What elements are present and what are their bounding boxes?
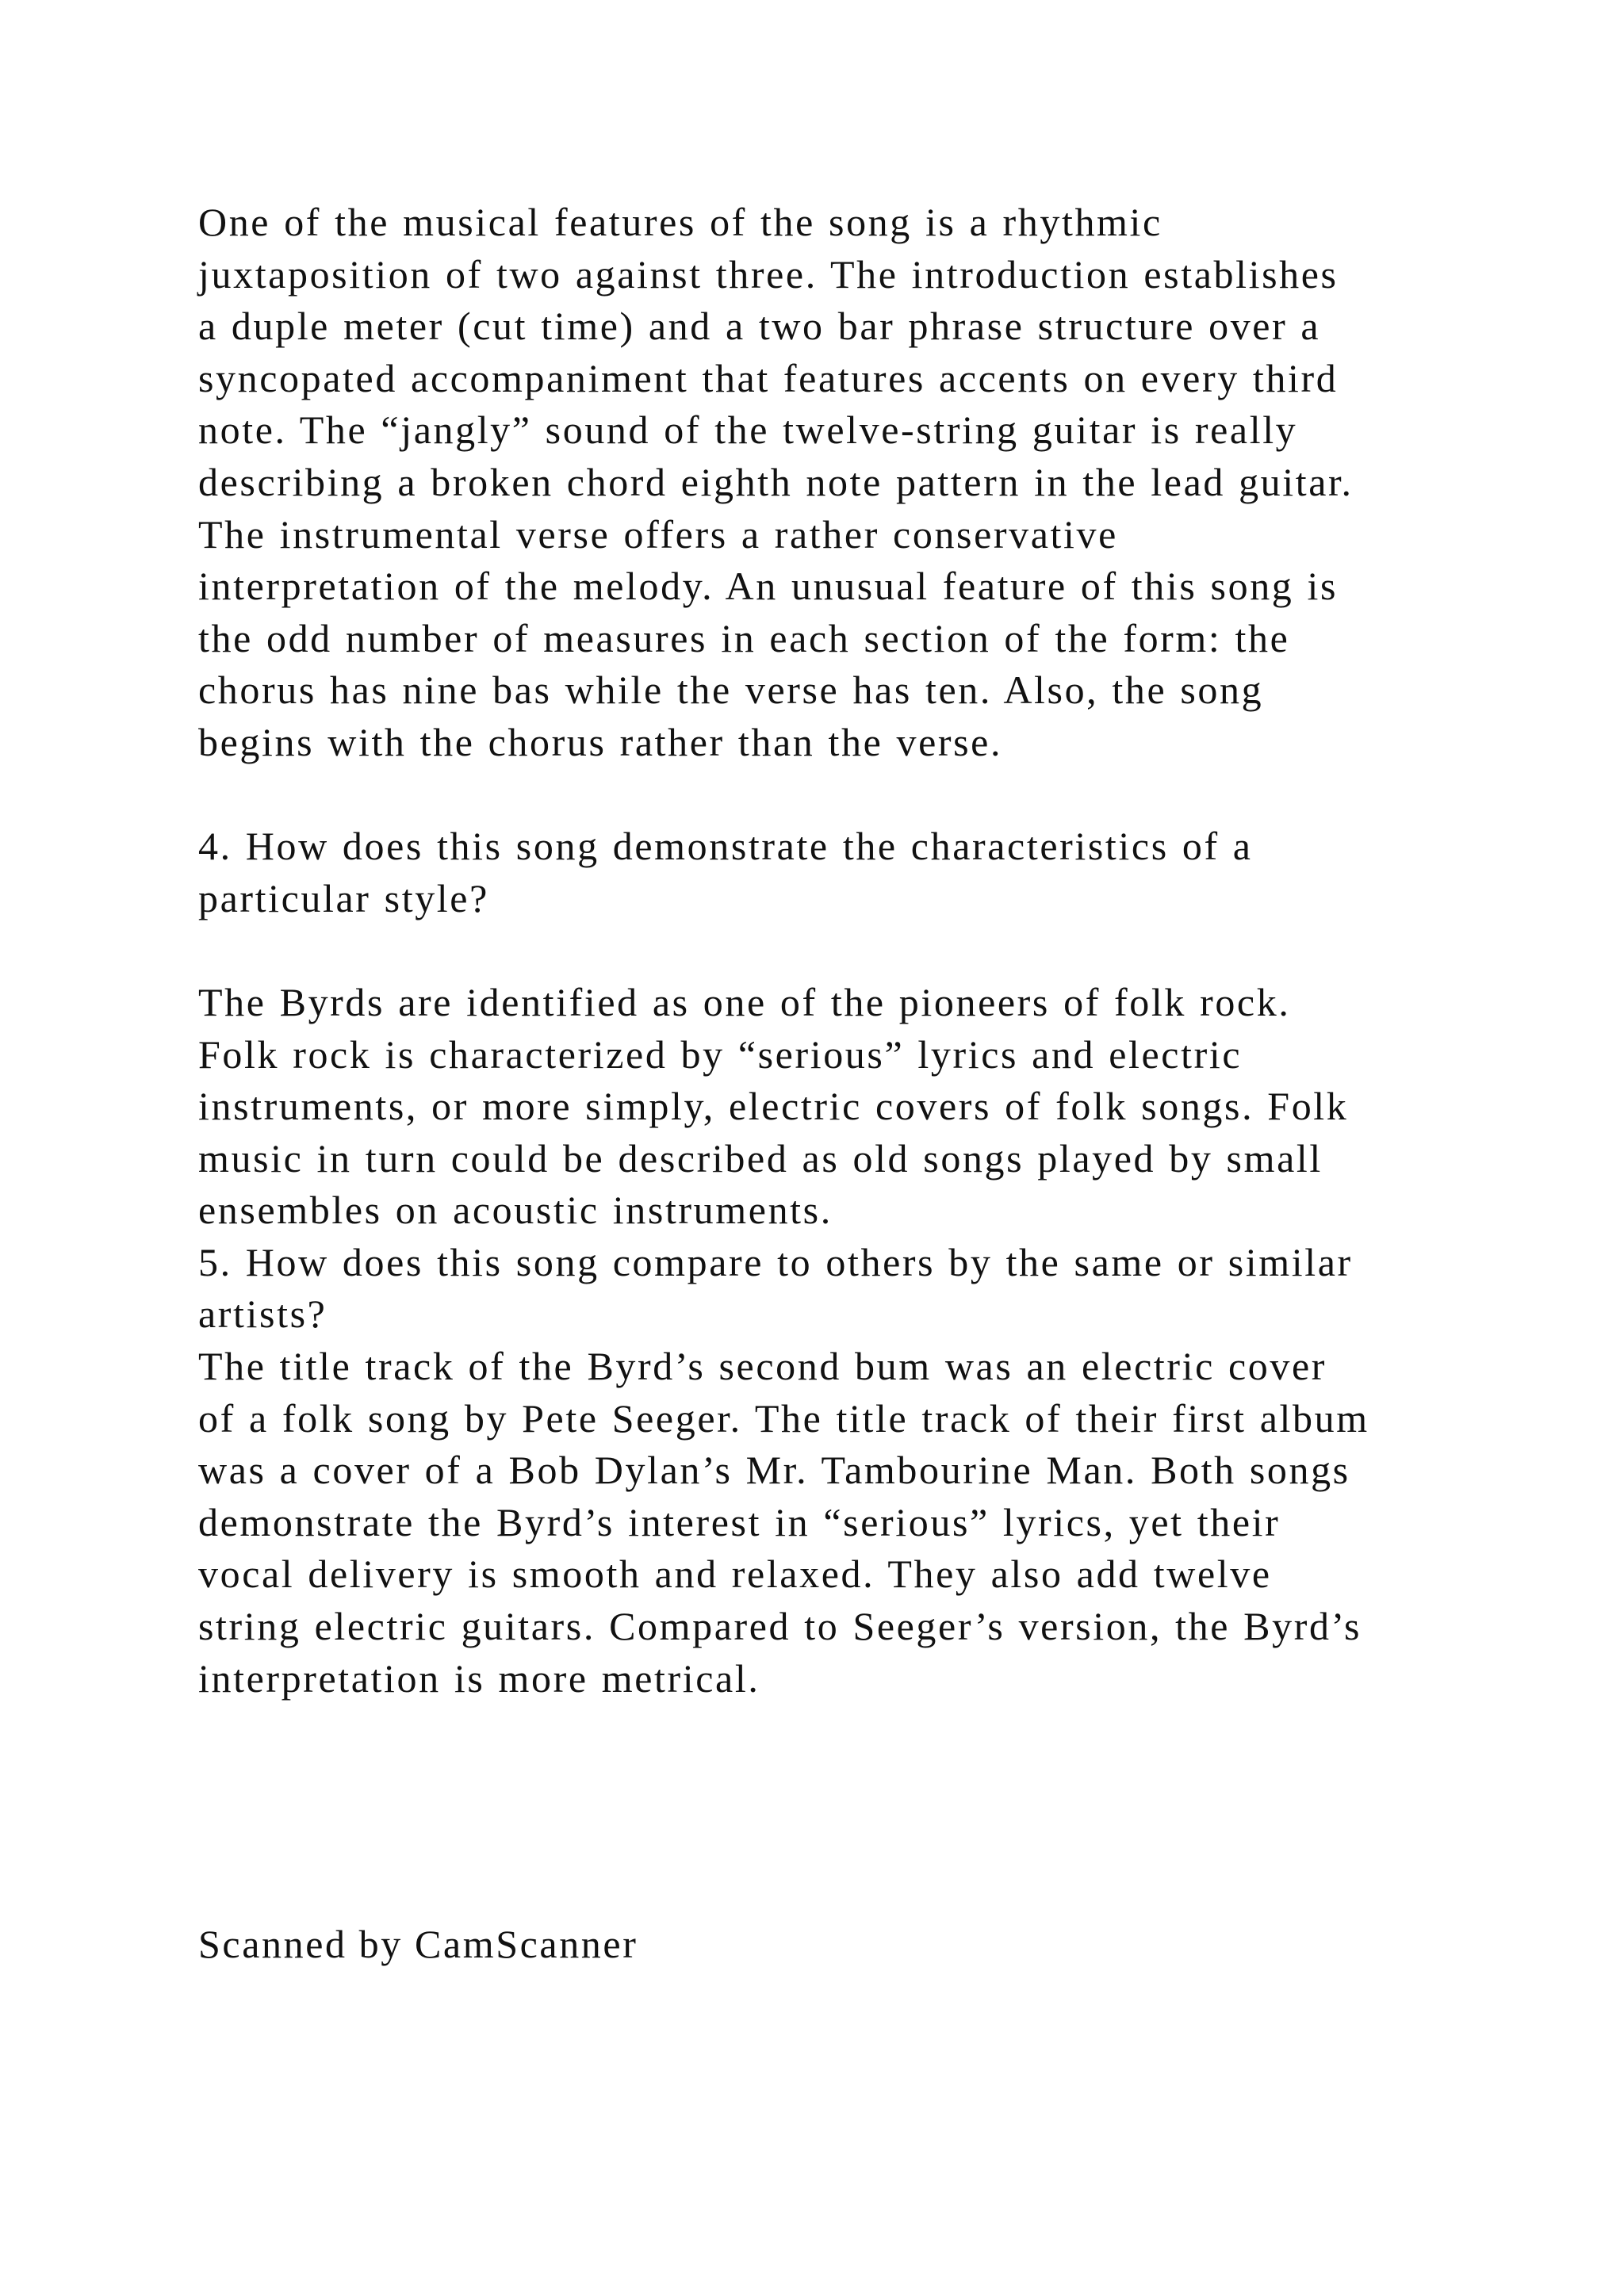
question-line: 4. How does this song demonstrate the characteristics of a bbox=[198, 824, 1253, 869]
text-line: the odd number of measures in each section of the form: the bbox=[198, 615, 1290, 660]
text-line: note. The “jangly” sound of the twelve-string guitar is really bbox=[198, 408, 1298, 453]
text-line: juxtaposition of two against three. The introduction establishes bbox=[198, 251, 1339, 297]
text-line: interpretation is more metrical. bbox=[198, 1655, 760, 1701]
text-line: describing a broken chord eighth note pattern in the lead guitar. bbox=[198, 459, 1354, 504]
text-line: ensembles on acoustic instruments. bbox=[198, 1188, 833, 1233]
paragraph-comparison bbox=[198, 1341, 1467, 1705]
text-line: One of the musical features of the song is a rhythmic bbox=[198, 200, 1162, 244]
paragraph-gap bbox=[198, 769, 1467, 821]
question-line: 5. How does this song compare to others by the same or similar bbox=[198, 1239, 1353, 1284]
text-line: of a folk song by Pete Seeger. The title track of their first album bbox=[198, 1395, 1369, 1441]
text-line: syncopated accompaniment that features accents on every third bbox=[198, 355, 1339, 400]
paragraph-style bbox=[198, 977, 1467, 1237]
paragraph-features bbox=[198, 197, 1467, 769]
text-line: begins with the chorus rather than the verse. bbox=[198, 719, 1003, 764]
text-line: The instrumental verse offers a rather conservative bbox=[198, 511, 1118, 557]
text-line: The Byrds are identified as one of the pioneers of folk rock. bbox=[198, 979, 1291, 1024]
question-line: particular style? bbox=[198, 875, 489, 920]
paragraph-gap bbox=[198, 924, 1467, 977]
text-line: The title track of the Byrd’s second bum was an electric cover bbox=[198, 1344, 1327, 1389]
text-line: was a cover of a Bob Dylan’s Mr. Tambourine Man. Both songs bbox=[198, 1448, 1350, 1493]
question-5 bbox=[198, 1237, 1467, 1341]
text-line: string electric guitars. Compared to Seeger’s version, the Byrd’s bbox=[198, 1604, 1362, 1649]
question-line: artists? bbox=[198, 1292, 327, 1337]
text-line: vocal delivery is smooth and relaxed. They also add twelve bbox=[198, 1552, 1272, 1597]
question-4 bbox=[198, 821, 1467, 924]
scanner-footer: Scanned by CamScanner bbox=[198, 1922, 638, 1966]
document-body bbox=[198, 197, 1467, 1705]
text-line: a duple meter (cut time) and a two bar phrase structure over a bbox=[198, 304, 1321, 349]
text-line: instruments, or more simply, electric covers of folk songs. Folk bbox=[198, 1084, 1349, 1129]
text-line: demonstrate the Byrd’s interest in “serious” lyrics, yet their bbox=[198, 1499, 1281, 1544]
text-line: interpretation of the melody. An unusual feature of this song is bbox=[198, 564, 1339, 609]
text-line: chorus has nine bas while the verse has ten. Also, the song bbox=[198, 668, 1264, 713]
text-line: Folk rock is characterized by “serious” lyrics and electric bbox=[198, 1031, 1243, 1077]
text-line: music in turn could be described as old songs played by small bbox=[198, 1135, 1323, 1181]
